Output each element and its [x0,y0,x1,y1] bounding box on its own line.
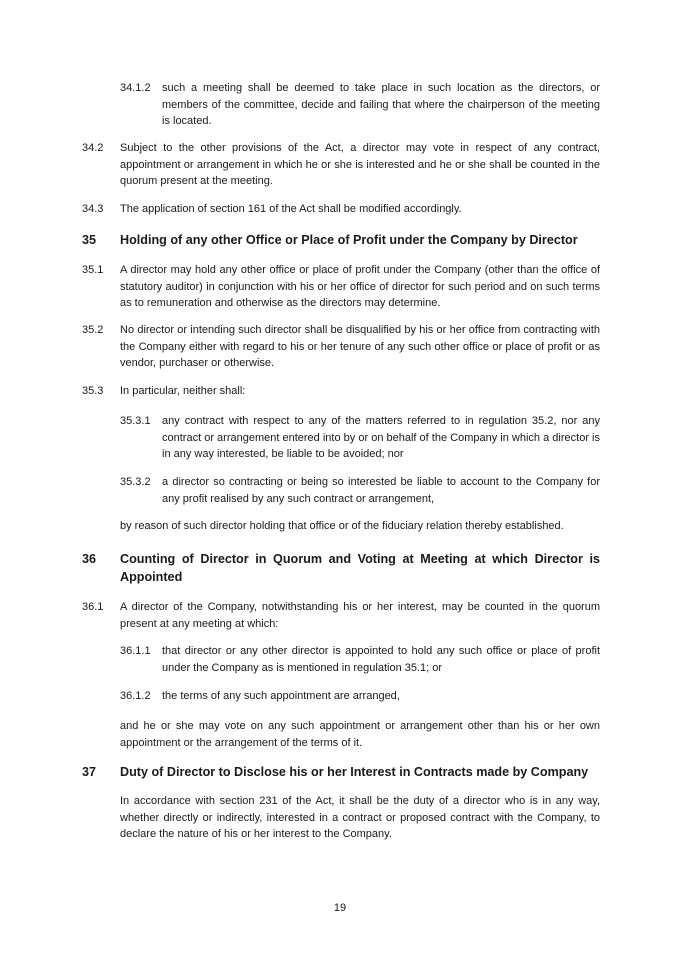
clause-number: 36.1 [82,601,104,613]
clause-number: 35.3 [82,385,104,397]
clause-number: 35.3.1 [120,415,151,427]
clause-text: such a meeting shall be deemed to take place in such location as the directors, or members of the committee, decide and failing that where the chairperson of the meeting is located. [162,82,600,128]
clause-number: 34.1.2 [120,82,151,94]
section-number: 35 [82,233,97,247]
section-number: 36 [82,552,97,566]
clause-text: that director or any other director is appointed to hold any such office or place of profit under the Company as is mentioned in regulation 35.1; or [162,645,600,674]
clause-number: 34.3 [82,203,104,215]
clause-text: Subject to the other provisions of the Act, a director may vote in respect of any contract, appointment or arrangement in which he or she is interested and he or she shall be counted in the quorum present at the meeting. [120,142,600,188]
page-number: 19 [333,902,347,914]
clause-text: In accordance with section 231 of the Act, it shall be the duty of a director who is in any way, whether directly or indirectly, interested in a contract or proposed contract with the Company, to declare the nature of his or her interest to the Company. [120,795,600,841]
clause-number: 36.1.2 [120,690,151,702]
section-heading: Counting of Director in Quorum and Voting at Meeting at which Director is Appointed [120,552,600,584]
continuation-text: by reason of such director holding that office or of the fiduciary relation thereby established. [120,520,564,532]
section-heading: Holding of any other Office or Place of Profit under the Company by Director [120,233,578,247]
clause-text: the terms of any such appointment are arranged, [162,690,400,702]
clause-text: any contract with respect to any of the matters referred to in regulation 35.2, nor any contract or arrangement entered into by or on behalf of the Company in which a director is in any way interested, be liable to be avoided; nor [162,415,600,461]
clause-text: A director may hold any other office or place of profit under the Company (other than the office of statutory auditor) in conjunction with his or her office of director for such period and on such terms as to remuneration and otherwise as the directors may determine. [120,264,600,310]
clause-text: a director so contracting or being so interested be liable to account to the Company for any profit realised by any such contract or arrangement, [162,476,600,505]
continuation-text: and he or she may vote on any such appointment or arrangement other than his or her own appointment or the arrangement of the terms of it. [120,720,600,749]
clause-number: 35.3.2 [120,476,151,488]
clause-number: 34.2 [82,142,104,154]
section-heading: Duty of Director to Disclose his or her Interest in Contracts made by Company [120,765,589,779]
section-number: 37 [82,765,97,779]
clause-text: A director of the Company, notwithstanding his or her interest, may be counted in the quorum present at any meeting at which: [120,601,600,630]
clause-text: In particular, neither shall: [120,385,246,397]
clause-number: 35.1 [82,264,104,276]
clause-number: 35.2 [82,324,104,336]
clause-text: No director or intending such director shall be disqualified by his or her office from contracting with the Company either with regard to his or her tenure of any such other office or place of profit or as vendor, purchaser or otherwise. [120,324,600,370]
clause-text: The application of section 161 of the Act shall be modified accordingly. [120,203,462,215]
clause-number: 36.1.1 [120,645,151,657]
